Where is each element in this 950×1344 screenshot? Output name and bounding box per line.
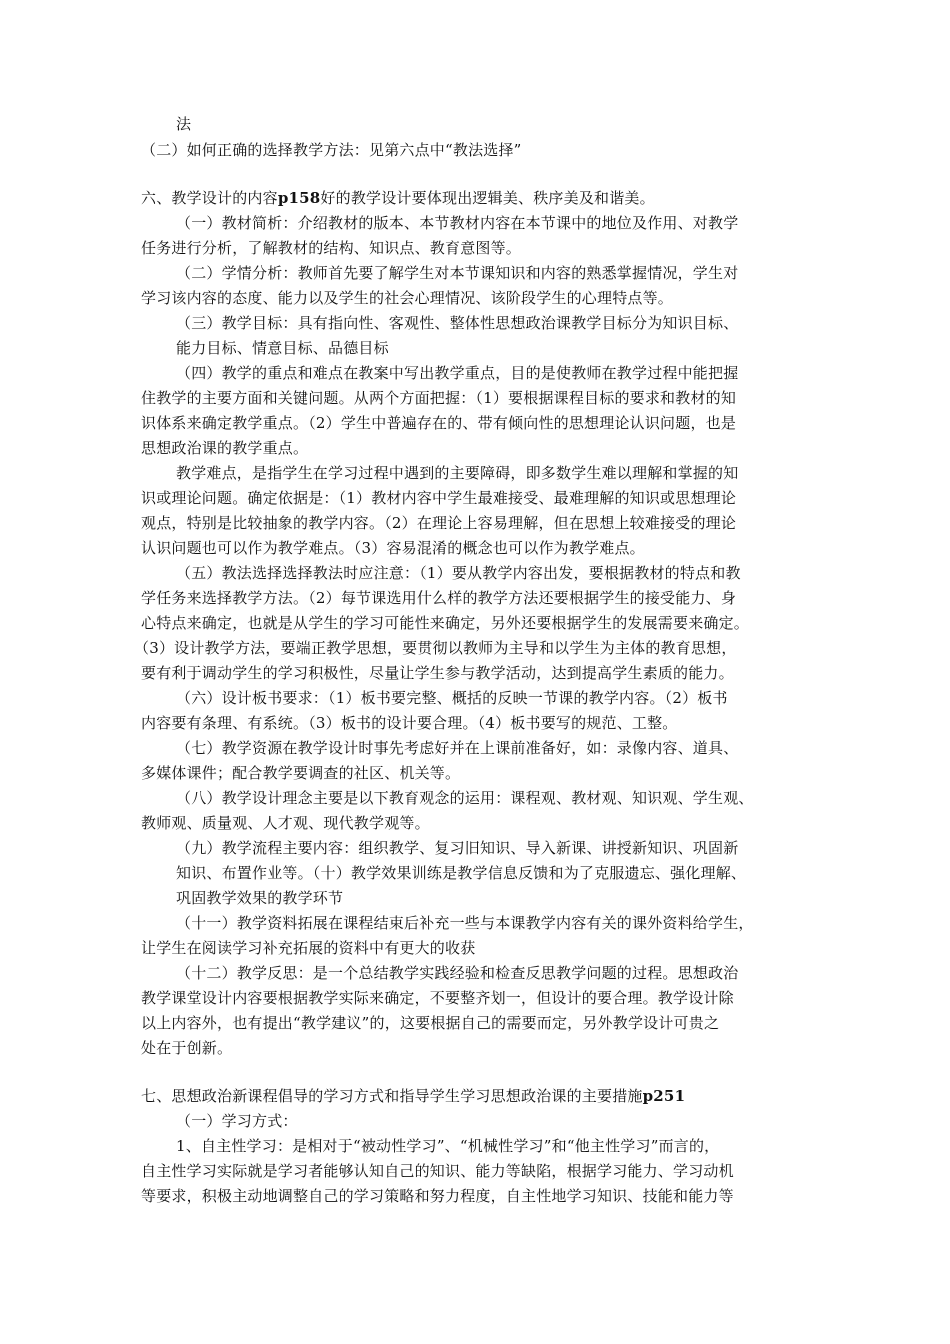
text-line: 观点，特别是比较抽象的教学内容。（2）在理论上容易理解，但在思想上较难接受的理论 [141,514,737,532]
text-line: （二）学情分析：教师首先要了解学生对本节课知识和内容的熟悉掌握情况，学生对 [176,264,739,282]
text-line: 认识问题也可以作为教学难点。（3）容易混淆的概念也可以作为教学难点。 [141,539,645,557]
text-line: 内容要有条理、有系统。（3）板书的设计要合理。（4）板书要写的规范、工整。 [141,714,678,732]
text-line: （一）教材简析：介绍教材的版本、本节教材内容在本节课中的地位及作用、对教学 [176,214,739,232]
text-line: 识体系来确定教学重点。（2）学生中普遍存在的、带有倾向性的思想理论认识问题，也是 [141,414,737,432]
text-line: 心特点来确定，也就是从学生的学习可能性来确定，另外还要根据学生的发展需要来确定。 [141,614,750,632]
text-line: 要有利于调动学生的学习积极性，尽量让学生参与教学活动，达到提高学生素质的能力。 [141,664,734,682]
section-heading: 六、教学设计的内容p158好的教学设计要体现出逻辑美、秩序美及和谐美。 [141,189,655,207]
text-line: 思想政治课的教学重点。 [141,439,309,457]
text-line: 教学难点，是指学生在学习过程中遇到的主要障碍，即多数学生难以理解和掌握的知 [176,464,739,482]
text-line: 法 [176,115,192,133]
text-line: 能力目标、情意目标、品德目标 [176,339,389,357]
text-line: （四）教学的重点和难点在教案中写出教学重点，目的是使教师在教学过程中能把握 [176,364,739,382]
text-line: （一）学习方式： [176,1112,298,1130]
text-line: （八）教学设计理念主要是以下教育观念的运用：课程观、教材观、知识观、学生观、 [176,789,754,807]
text-line: （五）教法选择选择教法时应注意：（1）要从教学内容出发，要根据教材的特点和教 [176,564,741,582]
text-line: 任务进行分析，了解教材的结构、知识点、教育意图等。 [141,239,522,257]
text-line: 巩固教学效果的教学环节 [176,889,344,907]
text-line: （十二）教学反思：是一个总结教学实践经验和检查反思教学问题的过程。思想政治 [176,964,739,982]
text-line: 处在于创新。 [141,1039,233,1057]
text-line: 等要求，积极主动地调整自己的学习策略和努力程度，自主性地学习知识、技能和能力等 [141,1187,734,1205]
text-line: 学习该内容的态度、能力以及学生的社会心理情况、该阶段学生的心理特点等。 [141,289,674,307]
text-line: 识或理论问题。确定依据是：（1）教材内容中学生最难接受、最难理解的知识或思想理论 [141,489,737,507]
text-line: 以上内容外，也有提出“教学建议”的，这要根据自己的需要而定，另外教学设计可贵之 [141,1014,720,1032]
text-line: 1、自主性学习：是相对于“被动性学习”、“机械性学习”和“他主性学习”而言的， [176,1137,720,1155]
text-line: 多媒体课件；配合教学要调查的社区、机关等。 [141,764,461,782]
text-line: （十一）教学资料拓展在课程结束后补充一些与本课教学内容有关的课外资料给学生， [176,914,754,932]
page-reference: p158 [277,189,321,207]
section-heading: 七、思想政治新课程倡导的学习方式和指导学生学习思想政治课的主要措施p251 [141,1087,686,1105]
text-line: 教学课堂设计内容要根据教学实际来确定，不要整齐划一，但设计的要合理。教学设计除 [141,989,734,1007]
text-line: 让学生在阅读学习补充拓展的资料中有更大的收获 [141,939,476,957]
text-line: （3）设计教学方法，要端正教学思想，要贯彻以教师为主导和以学生为主体的教育思想， [134,639,737,657]
text-line: （三）教学目标：具有指向性、客观性、整体性思想政治课教学目标分为知识目标、 [176,314,739,332]
text-line: 住教学的主要方面和关键问题。从两个方面把握：（1）要根据课程目标的要求和教材的知 [141,389,737,407]
text-line: （六）设计板书要求：（1）板书要完整、概括的反映一节课的教学内容。（2）板书 [176,689,728,707]
text-line: 自主性学习实际就是学习者能够认知自己的知识、能力等缺陷，根据学习能力、学习动机 [141,1162,734,1180]
text-line: 知识、布置作业等。（十）教学效果训练是教学信息反馈和为了克服遗忘、强化理解、 [176,864,747,882]
text-line: （二）如何正确的选择教学方法：见第六点中“教法选择” [141,141,522,159]
text-line: 学任务来选择教学方法。（2）每节课选用什么样的教学方法还要根据学生的接受能力、身 [141,589,737,607]
text-line: （七）教学资源在教学设计时事先考虑好并在上课前准备好，如：录像内容、道具、 [176,739,739,757]
text-line: （九）教学流程主要内容：组织教学、复习旧知识、导入新课、讲授新知识、巩固新 [176,839,739,857]
text-line: 教师观、质量观、人才观、现代教学观等。 [141,814,430,832]
page-reference: p251 [642,1087,686,1105]
